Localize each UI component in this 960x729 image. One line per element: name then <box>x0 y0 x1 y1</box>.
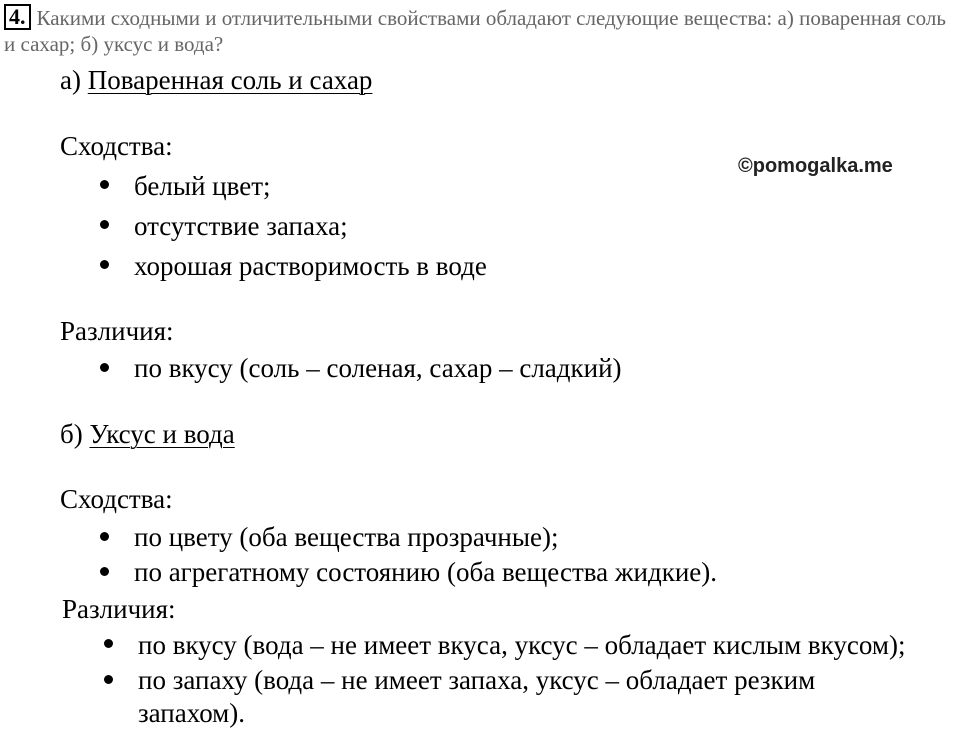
part-b-prefix: б) <box>60 419 83 449</box>
part-a-similarity-item: хорошая растворимость в воде <box>134 251 487 281</box>
part-a-difference-item: по вкусу (соль – соленая, сахар – сладкий) <box>134 353 622 383</box>
part-a-title: Поваренная соль и сахар <box>87 65 373 95</box>
question-text-block <box>4 4 954 57</box>
bullet-icon <box>100 220 109 229</box>
question-text: Какими сходными и отличительными свойствами обладают следующие вещества: а) поваренная соль и сахар; б) уксус и вода? <box>4 6 946 56</box>
bullet-icon <box>100 260 109 269</box>
part-a-similarities-label: Сходства: <box>60 131 173 161</box>
question-number: 4. <box>4 4 31 30</box>
bullet-icon <box>100 363 109 372</box>
bullet-icon <box>100 567 109 576</box>
part-b-similarity-item: по агрегатному состоянию (оба вещества жидкие). <box>134 557 718 587</box>
part-b-heading <box>60 418 235 450</box>
bullet-icon <box>100 180 109 189</box>
watermark: ©pomogalka.me <box>738 155 893 177</box>
bullet-icon <box>104 639 113 648</box>
part-a-similarity-item: отсутствие запаха; <box>134 211 348 241</box>
part-a-differences-label: Различия: <box>60 316 174 346</box>
part-b-similarity-item: по цвету (оба вещества прозрачные); <box>134 522 559 552</box>
bullet-icon <box>104 675 113 684</box>
part-b-differences-label: Различия: <box>62 594 176 624</box>
part-b-difference-item: по запаху (вода – не имеет запаха, уксус – обладает резким <box>138 665 816 695</box>
part-b-difference-item: по вкусу (вода – не имеет вкуса, уксус – обладает кислым вкусом); <box>138 630 906 660</box>
part-a-similarity-item: белый цвет; <box>134 171 271 201</box>
part-b-similarities-label: Сходства: <box>60 484 173 514</box>
part-a-heading <box>60 64 372 96</box>
part-b-difference-item-continuation: запахом). <box>138 698 246 728</box>
part-b-title: Уксус и вода <box>89 419 235 449</box>
bullet-icon <box>100 532 109 541</box>
part-a-prefix: а) <box>60 65 81 95</box>
